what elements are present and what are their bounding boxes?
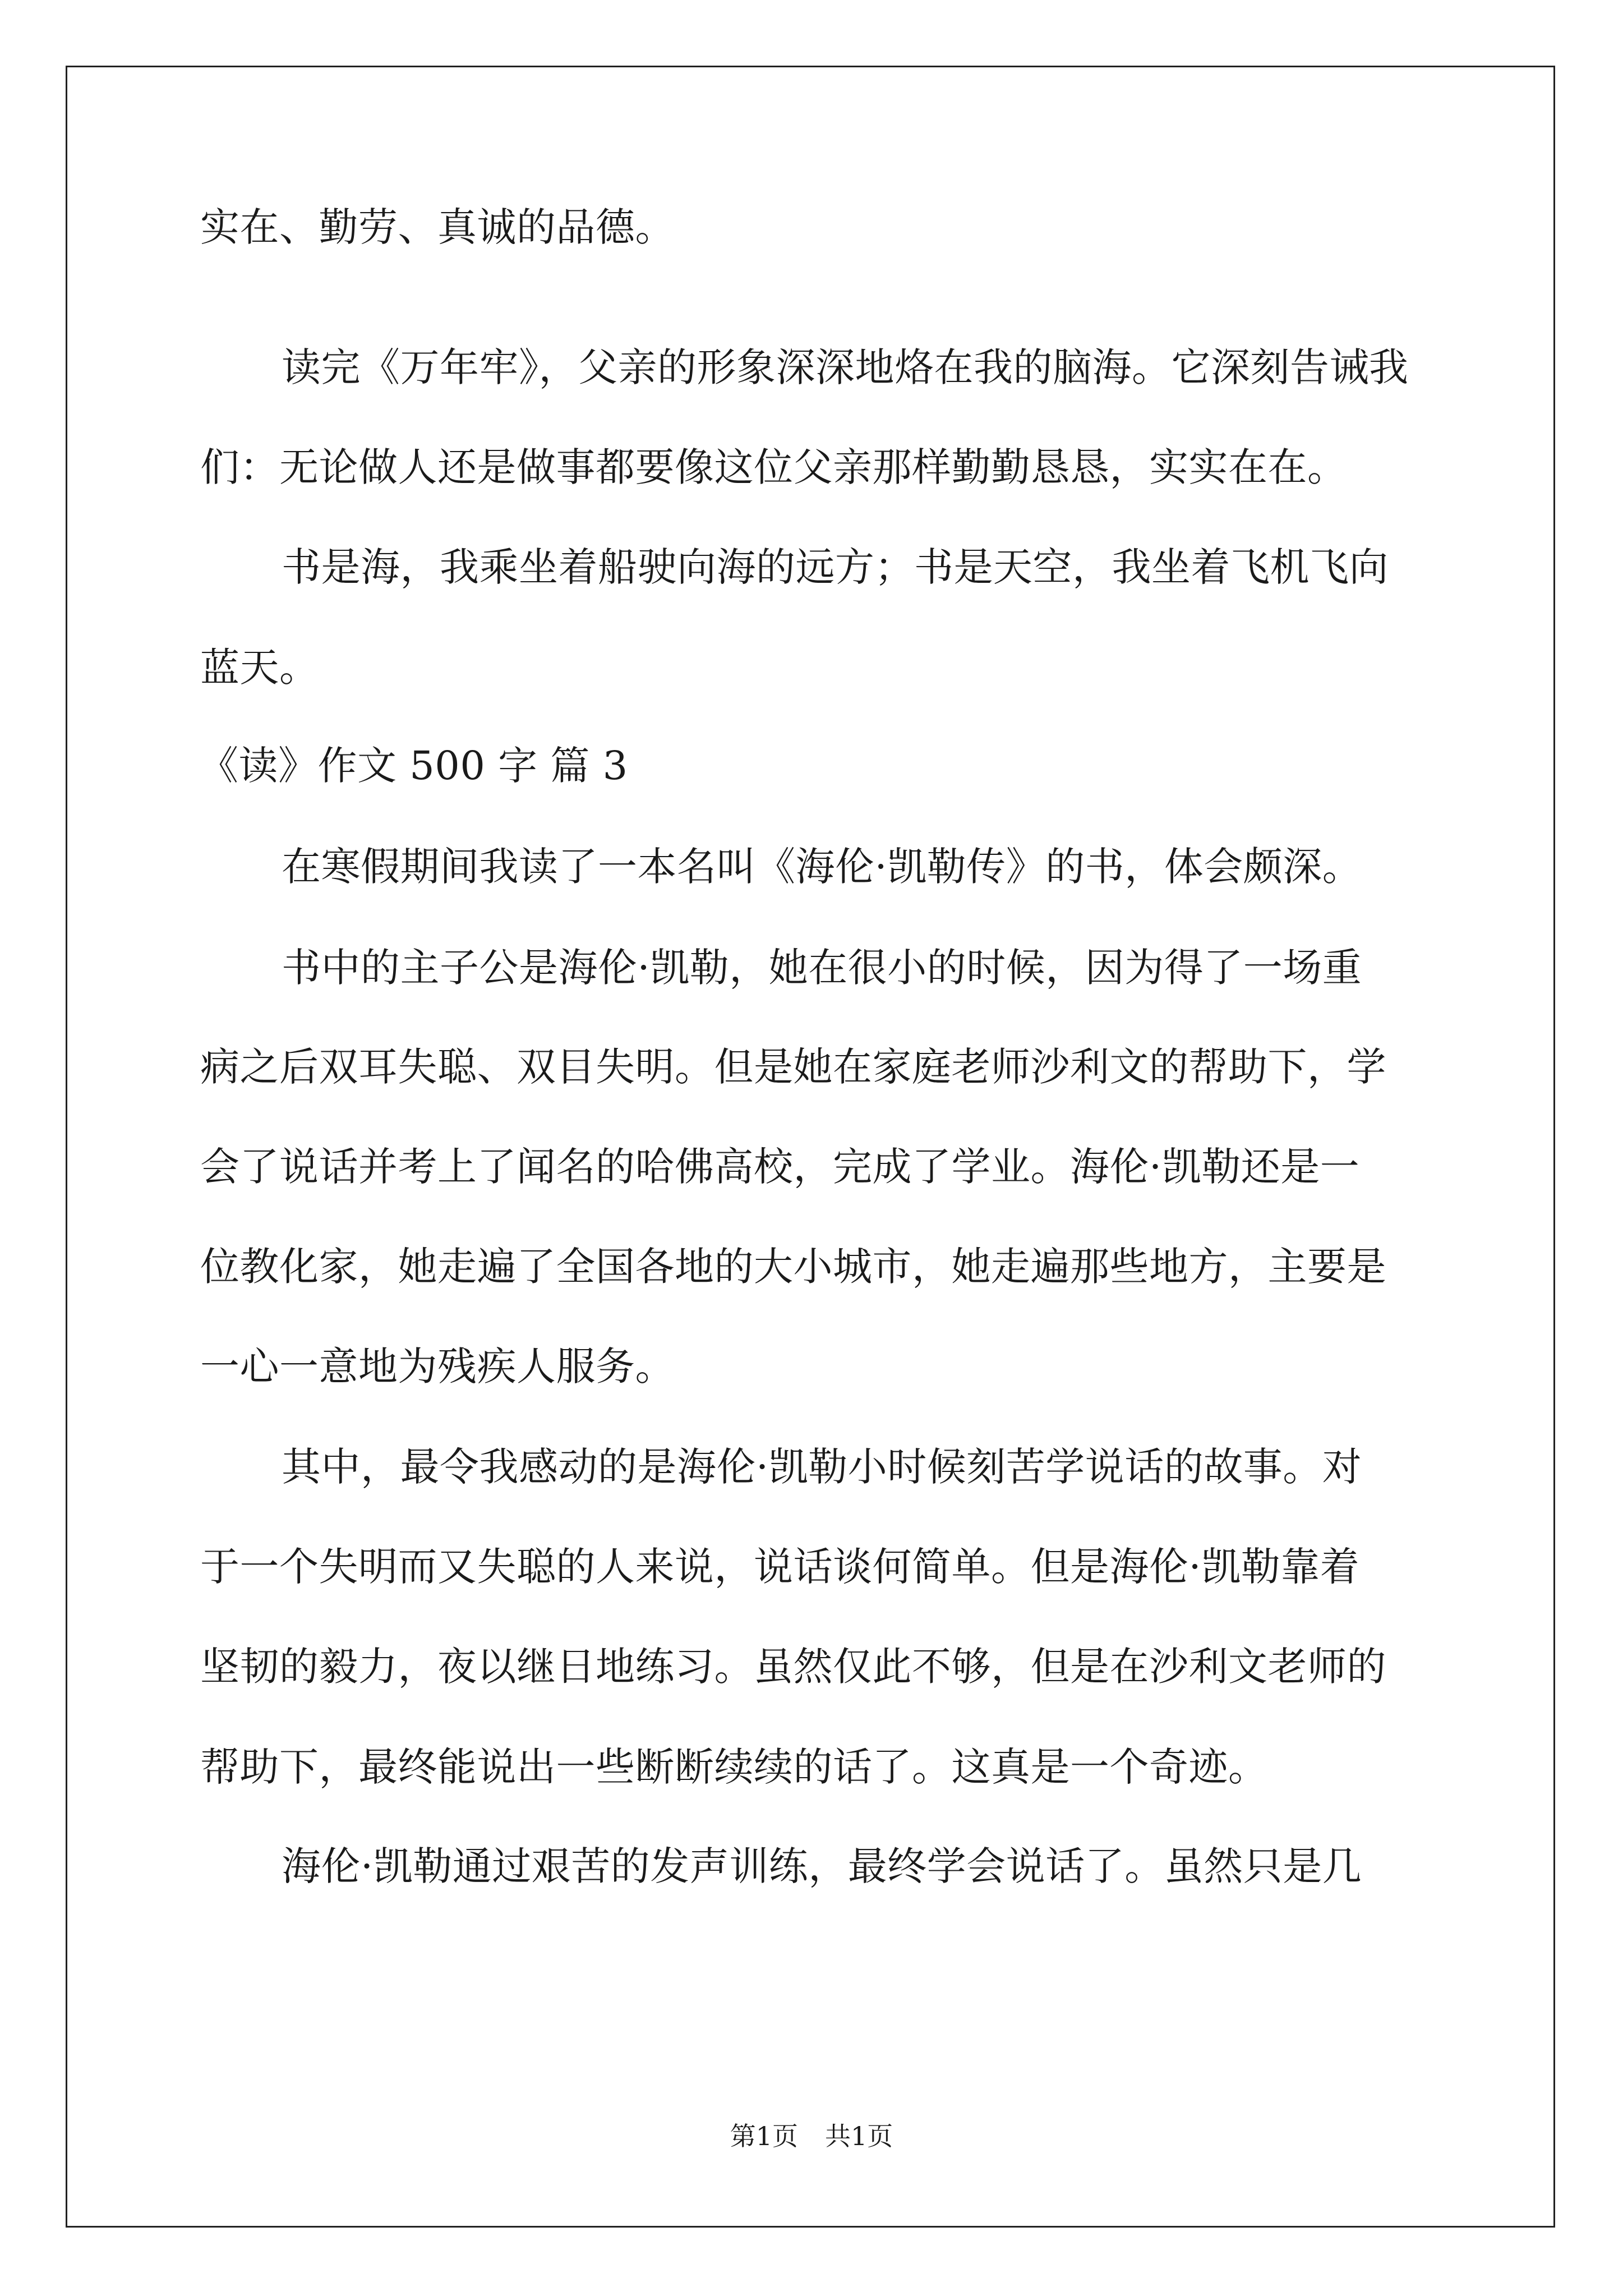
paragraph-moving-line-4: 帮助下，最终能说出一些断断续续的话了。这真是一个奇迹。 xyxy=(200,1744,1268,1790)
paragraph-training-line-1: 海伦·凯勒通过艰苦的发声训练，最终学会说话了。虽然只是几 xyxy=(282,1843,1362,1889)
paragraph-book-line-1: 书是海，我乘坐着船驶向海的远方；书是天空，我坐着飞机飞向 xyxy=(282,544,1389,590)
text-line-1: 实在、勤劳、真诚的品德。 xyxy=(200,204,675,250)
paragraph-helen-line-2: 病之后双耳失聪、双目失明。但是她在家庭老师沙利文的帮助下，学 xyxy=(200,1044,1386,1090)
paragraph-helen-line-4: 位教化家，她走遍了全国各地的大小城市，她走遍那些地方，主要是 xyxy=(200,1244,1386,1290)
page-footer xyxy=(0,2119,1623,2153)
paragraph-wannianlao-line-2: 们：无论做人还是做事都要像这位父亲那样勤勤恳恳，实实在在。 xyxy=(200,444,1347,490)
paragraph-intro-line-1: 在寒假期间我读了一本名叫《海伦·凯勒传》的书，体会颇深。 xyxy=(282,844,1362,890)
paragraph-moving-line-2: 于一个失明而又失聪的人来说，说话谈何简单。但是海伦·凯勒靠着 xyxy=(200,1544,1360,1590)
page-number: 第1页 xyxy=(730,2121,798,2151)
paragraph-helen-line-5: 一心一意地为残疾人服务。 xyxy=(200,1343,675,1389)
paragraph-wannianlao-line-1: 读完《万年牢》，父亲的形象深深地烙在我的脑海。它深刻告诫我 xyxy=(282,344,1409,390)
page-count: 共1页 xyxy=(825,2121,893,2151)
paragraph-moving-line-3: 坚韧的毅力，夜以继日地练习。虽然仅此不够，但是在沙利文老师的 xyxy=(200,1644,1386,1690)
paragraph-helen-line-3: 会了说话并考上了闻名的哈佛高校，完成了学业。海伦·凯勒还是一 xyxy=(200,1144,1360,1190)
paragraph-helen-line-1: 书中的主子公是海伦·凯勒，她在很小的时候，因为得了一场重 xyxy=(282,945,1362,991)
paragraph-book-line-2: 蓝天。 xyxy=(200,645,319,691)
paragraph-moving-line-1: 其中，最令我感动的是海伦·凯勒小时候刻苦学说话的故事。对 xyxy=(282,1444,1362,1490)
section-heading: 《读》作文 500 字 篇 3 xyxy=(199,743,628,789)
